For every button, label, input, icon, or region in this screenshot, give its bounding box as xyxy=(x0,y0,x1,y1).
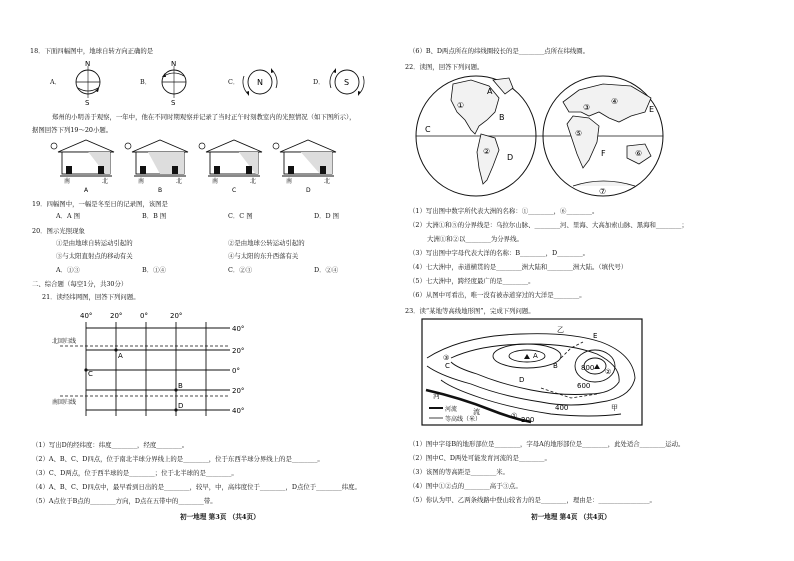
q20-opt-c: C．②③ xyxy=(228,266,253,274)
house-d xyxy=(273,140,336,194)
svg-text:乙: 乙 xyxy=(557,326,564,334)
q19-opt-d: D．D 图 xyxy=(314,212,340,220)
page-footer-4: 初一地理 第4页 （共4页） xyxy=(531,513,611,521)
svg-text:南回归线: 南回归线 xyxy=(52,399,77,406)
svg-text:南: 南 xyxy=(64,178,71,185)
svg-text:400: 400 xyxy=(555,404,569,412)
q23-item-2: （2）图中C、D两处可能发育河流的是________。 xyxy=(409,454,551,462)
q20-opt-a: A．①③ xyxy=(56,266,80,274)
svg-text:F: F xyxy=(601,149,606,158)
q21-item-6: （6）B、D两点所在的纬线圈较长的是________点所在纬线圈。 xyxy=(409,47,590,55)
svg-text:A: A xyxy=(84,187,89,194)
q20-item-2: ②是由地球公转运动引起的 xyxy=(228,239,305,247)
q20-item-1: ①是由地球自转运动引起的 xyxy=(56,239,133,247)
svg-text:②: ② xyxy=(483,147,491,156)
q23-stem: 23．读“某地等高线地形图”，完成下列问题。 xyxy=(405,307,535,315)
svg-text:B: B xyxy=(499,113,505,122)
svg-text:A: A xyxy=(533,352,538,360)
svg-text:S: S xyxy=(344,78,350,87)
svg-text:北: 北 xyxy=(102,178,109,185)
q20-stem: 20．图示光照现象 xyxy=(32,227,85,235)
q21-item-1: （1）写出D的经纬度：纬度________，经度________。 xyxy=(32,441,189,449)
svg-text:S: S xyxy=(171,99,176,106)
svg-text:甲: 甲 xyxy=(611,404,618,412)
svg-text:D: D xyxy=(507,153,514,162)
svg-text:C: C xyxy=(425,125,431,134)
q23-item-1: （1）图中字母B的地形部位是________，字母A的地形部位是________，此处适合________运动。 xyxy=(409,440,685,448)
q23-item-5: （5）你认为甲、乙两条线路中登山较省力的是________，理由是：________________。 xyxy=(409,496,656,504)
q20-item-3: ③与太阳直射点的移动有关 xyxy=(56,252,133,260)
svg-text:C: C xyxy=(445,362,450,370)
q21-item-5: （5）A点位于B点的________方向，D点在五带中的________带。 xyxy=(32,497,217,505)
globe-d-icon xyxy=(325,58,369,106)
svg-text:D: D xyxy=(306,187,311,194)
svg-text:④: ④ xyxy=(611,97,619,106)
svg-text:B: B xyxy=(178,382,183,390)
q22-item-4: （4）七大洲中，赤道横贯的是________洲大陆和________洲大陆。（填代号） xyxy=(409,263,628,271)
q19-opt-c: C．C 图 xyxy=(228,212,253,220)
left-page: 18．下面四幅图中，地球自转方向正确的是 A． N S B． N S C． N D． S 郑州的小明善于观察，一年中，他在不同时期观察并记录了当时正午时刻教室内的光照情况（如下图所示）， 据图回答下列19～20小题。 南 北 A 南 北 B 南 北 C 南 北 D 19．四幅图中，一幅是冬至日的记录图，该图是 A．A 图 B．B 图 C．C 图 D．D 图 20．图示光照现象 ①是由地球自转运动引起的 ②是由地球公转运动引起的 ③与太阳直射点的移动有关 ④与太阳的东升西落有关 A．①③ B．①④ C．②③ D．②④ 二、综合题（每空1分，共30分） 21．读经纬网图，回答下列问题。 40° 20° 0° 20° 40° 20° 0° 20° 40° 北回归线 南回归线 A B C D （1）写出D的经纬度：纬度________，经度________。 （2）A、B、C、D四点，位于南北半球分界线上的是________，位于东西半球分界线上的是________。 （3）C、D两点，位于西半球的是________；位于北半球的是________。 （4）A、B、C、D四点中，最早看到日出的是________，较早，中，高纬度位于________，D点位于________纬度。 （5）A点位于B点的________方向，D点在五带中的________带。 初一地理 第3页 （共4页） xyxy=(30,0,410,561)
svg-text:C: C xyxy=(232,187,237,194)
globe-a-icon xyxy=(68,58,108,106)
svg-text:南: 南 xyxy=(286,178,293,185)
svg-text:南: 南 xyxy=(212,178,219,185)
svg-text:40°: 40° xyxy=(232,407,245,415)
page-footer-3: 初一地理 第3页 （共4页） xyxy=(180,513,260,521)
svg-text:20°: 20° xyxy=(170,312,183,320)
svg-text:40°: 40° xyxy=(232,325,245,333)
latitude-longitude-grid xyxy=(52,304,252,424)
svg-text:D: D xyxy=(178,402,184,410)
q20-opt-d: D．②④ xyxy=(314,266,339,274)
q21-item-2: （2）A、B、C、D四点，位于南北半球分界线上的是________，位于东西半球分界线上的是________。 xyxy=(32,455,324,463)
q20-opt-b: B．①④ xyxy=(142,266,166,274)
svg-text:B: B xyxy=(553,362,558,370)
q22-item-1: （1）写出图中数字所代表大洲的名称：①________，⑥________。 xyxy=(409,207,599,215)
globe-b-icon xyxy=(154,58,194,106)
svg-text:①: ① xyxy=(511,412,518,420)
svg-text:E: E xyxy=(649,105,655,114)
q19-opt-a: A．A 图 xyxy=(56,212,81,220)
svg-text:800: 800 xyxy=(581,364,595,372)
q22-stem: 22．读图，回答下列问题。 xyxy=(405,63,484,71)
svg-text:⑥: ⑥ xyxy=(635,149,643,158)
svg-text:北: 北 xyxy=(324,178,331,185)
q21-item-4: （4）A、B、C、D四点中，最早看到日出的是________，较早，中，高纬度位于________，D点位于________纬度。 xyxy=(32,483,361,491)
svg-text:A: A xyxy=(487,87,493,96)
svg-text:③: ③ xyxy=(443,354,450,362)
svg-text:B: B xyxy=(158,187,163,194)
right-page xyxy=(405,0,785,561)
svg-text:北回归线: 北回归线 xyxy=(52,338,77,345)
q22-item-5: （5）七大洲中，跨经度最广的是________。 xyxy=(409,277,535,285)
classroom-sunlight-figure xyxy=(48,138,348,194)
section-2-title: 二、综合题（每空1分，共30分） xyxy=(32,280,128,288)
svg-text:E: E xyxy=(593,332,598,340)
q21-item-3: （3）C、D两点，位于西半球的是________；位于北半球的是________。 xyxy=(32,469,238,477)
svg-text:20°: 20° xyxy=(110,312,123,320)
svg-text:20°: 20° xyxy=(232,347,245,355)
svg-text:20°: 20° xyxy=(232,387,245,395)
q22-item-6: （6）从图中可看出，唯一没有被赤道穿过的大洋是________。 xyxy=(409,291,586,299)
q22-item-2b: 大洲①和②以________为分界线。 xyxy=(427,235,523,243)
svg-text:流: 流 xyxy=(473,408,480,416)
q18-stem: 18．下面四幅图中，地球自转方向正确的是 xyxy=(30,47,154,55)
world-hemispheres-map xyxy=(413,72,673,202)
svg-text:北: 北 xyxy=(176,178,183,185)
svg-text:40°: 40° xyxy=(80,312,93,320)
svg-text:南: 南 xyxy=(138,178,145,185)
svg-text:D: D xyxy=(519,376,525,384)
svg-text:③: ③ xyxy=(583,103,591,112)
house-c xyxy=(199,140,262,194)
q19-intro-2: 据图回答下列19～20小题。 xyxy=(32,126,113,134)
q19-opt-b: B．B 图 xyxy=(142,212,167,220)
svg-text:0°: 0° xyxy=(140,312,148,320)
q22-item-2: （2）大洲①和⑤的分界线是：乌拉尔山脉、________河、里海、大高加索山脉、黑海和________； xyxy=(409,221,688,229)
q23-item-3: （3）该图的等高距是________米。 xyxy=(409,468,509,476)
svg-text:①: ① xyxy=(457,101,465,110)
svg-text:N: N xyxy=(171,60,177,68)
svg-text:等高线（米）: 等高线（米） xyxy=(445,416,482,423)
globe-c-icon xyxy=(238,58,282,106)
contour-map xyxy=(421,318,643,426)
q20-item-4: ④与太阳的东升西落有关 xyxy=(228,252,299,260)
svg-text:A: A xyxy=(118,352,123,360)
svg-text:0°: 0° xyxy=(232,367,240,375)
svg-text:N: N xyxy=(257,78,263,87)
svg-text:C: C xyxy=(88,370,93,378)
svg-text:200: 200 xyxy=(521,416,535,424)
svg-text:⑤: ⑤ xyxy=(575,129,583,138)
house-a xyxy=(51,140,114,194)
svg-text:北: 北 xyxy=(250,178,257,185)
q21-stem: 21．读经纬网图，回答下列问题。 xyxy=(42,293,140,301)
svg-text:N: N xyxy=(85,60,91,68)
q19-intro-1: 郑州的小明善于观察，一年中，他在不同时期观察并记录了当时正午时刻教室内的光照情况（如下图所示）， xyxy=(52,113,356,121)
q19-stem: 19．四幅图中，一幅是冬至日的记录图，该图是 xyxy=(32,200,168,208)
svg-text:河: 河 xyxy=(433,392,440,400)
q23-item-4: （4）图中①②点的________高于③点。 xyxy=(409,482,522,490)
q22-item-3: （3）写出图中字母代表大洋的名称：B________，D________。 xyxy=(409,249,590,257)
svg-text:⑦: ⑦ xyxy=(599,187,607,196)
svg-text:S: S xyxy=(85,99,90,106)
house-b xyxy=(125,140,188,194)
svg-text:②: ② xyxy=(605,368,612,376)
svg-text:河流: 河流 xyxy=(445,406,458,413)
svg-text:600: 600 xyxy=(577,382,591,390)
